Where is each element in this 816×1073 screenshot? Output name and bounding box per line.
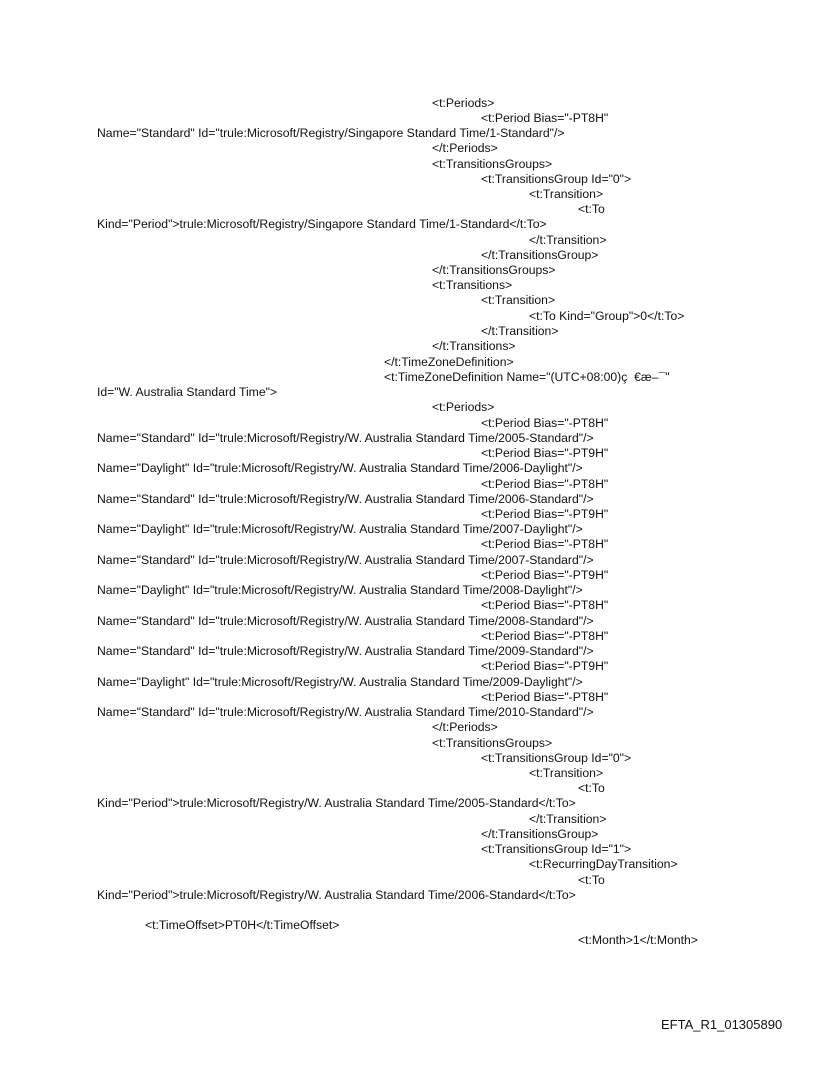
text-line: <t:Month>1</t:Month> (578, 933, 698, 947)
text-line: <t:TransitionsGroups> (432, 736, 553, 750)
text-line: Name="Daylight" Id="trule:Microsoft/Registry/W. Australia Standard Time/2009-Daylight"/> (97, 675, 583, 689)
text-line: Name="Daylight" Id="trule:Microsoft/Registry/W. Australia Standard Time/2008-Daylight"/> (97, 583, 583, 597)
text-line: <t:TransitionsGroup Id="1"> (481, 842, 632, 856)
text-line: </t:Transition> (529, 233, 607, 247)
text-line: <t:Transitions> (432, 278, 513, 292)
text-line: Kind="Period">trule:Microsoft/Registry/W. Australia Standard Time/2005-Standard</t:To> (97, 796, 576, 810)
text-line: <t:TimeOffset>PT0H</t:TimeOffset> (145, 918, 340, 932)
text-line: <t:Period Bias="-PT8H" (481, 598, 609, 612)
text-line: <t:Period Bias="-PT9H" (481, 568, 609, 582)
text-line: <t:Period Bias="-PT9H" (481, 659, 609, 673)
text-line: </t:Transition> (529, 812, 607, 826)
text-line: Name="Standard" Id="trule:Microsoft/Registry/W. Australia Standard Time/2008-Standard"/> (97, 614, 594, 628)
text-line: <t:Periods> (432, 400, 495, 414)
text-line: Name="Standard" Id="trule:Microsoft/Registry/W. Australia Standard Time/2009-Standard"/> (97, 644, 594, 658)
text-line: <t:RecurringDayTransition> (529, 857, 678, 871)
text-line: </t:TransitionsGroup> (481, 827, 599, 841)
text-line: <t:TransitionsGroups> (432, 157, 553, 171)
text-line: <t:To (578, 202, 605, 216)
text-line: </t:TimeZoneDefinition> (384, 355, 514, 369)
text-line: <t:To (578, 781, 605, 795)
bates-number: EFTA_R1_01305890 (661, 1017, 783, 1032)
text-line: Name="Standard" Id="trule:Microsoft/Registry/Singapore Standard Time/1-Standard"/> (97, 126, 565, 140)
text-line: <t:Period Bias="-PT8H" (481, 477, 609, 491)
text-line: <t:Periods> (432, 96, 495, 110)
text-line: </t:Transition> (481, 324, 559, 338)
text-line: <t:Transition> (529, 187, 604, 201)
text-line: <t:Transition> (529, 766, 604, 780)
text-line: <t:Period Bias="-PT8H" (481, 690, 609, 704)
text-line: <t:Period Bias="-PT8H" (481, 629, 609, 643)
text-line: Name="Standard" Id="trule:Microsoft/Registry/W. Australia Standard Time/2005-Standard"/> (97, 431, 594, 445)
text-line: Name="Daylight" Id="trule:Microsoft/Registry/W. Australia Standard Time/2006-Daylight"/> (97, 461, 583, 475)
text-line: Id="W. Australia Standard Time"> (97, 385, 278, 399)
text-line: <t:TransitionsGroup Id="0"> (481, 172, 632, 186)
text-line: </t:Periods> (432, 141, 498, 155)
text-line: <t:Period Bias="-PT9H" (481, 507, 609, 521)
text-line: </t:TransitionsGroup> (481, 248, 599, 262)
text-line: <t:Period Bias="-PT8H" (481, 111, 609, 125)
text-line: <t:Period Bias="-PT9H" (481, 446, 609, 460)
text-line: <t:To Kind="Group">0</t:To> (529, 309, 685, 323)
text-line: Name="Standard" Id="trule:Microsoft/Registry/W. Australia Standard Time/2010-Standard"/> (97, 705, 594, 719)
text-line: </t:Transitions> (432, 339, 516, 353)
text-line: Kind="Period">trule:Microsoft/Registry/W. Australia Standard Time/2006-Standard</t:To> (97, 888, 576, 902)
text-line: Name="Standard" Id="trule:Microsoft/Registry/W. Australia Standard Time/2006-Standard"/> (97, 492, 594, 506)
text-line: <t:Period Bias="-PT8H" (481, 416, 609, 430)
text-line: <t:Transition> (481, 293, 556, 307)
text-line: <t:To (578, 873, 605, 887)
text-line: Kind="Period">trule:Microsoft/Registry/Singapore Standard Time/1-Standard</t:To> (97, 217, 547, 231)
text-line: Name="Standard" Id="trule:Microsoft/Registry/W. Australia Standard Time/2007-Standard"/> (97, 553, 594, 567)
text-line: <t:TransitionsGroup Id="0"> (481, 751, 632, 765)
text-line: <t:TimeZoneDefinition Name="(UTC+08:00)ç €æ–¯" (384, 370, 670, 384)
text-line: <t:Period Bias="-PT8H" (481, 537, 609, 551)
text-line: Name="Daylight" Id="trule:Microsoft/Registry/W. Australia Standard Time/2007-Daylight"/> (97, 522, 583, 536)
text-line: </t:TransitionsGroups> (432, 263, 556, 277)
text-line: </t:Periods> (432, 720, 498, 734)
